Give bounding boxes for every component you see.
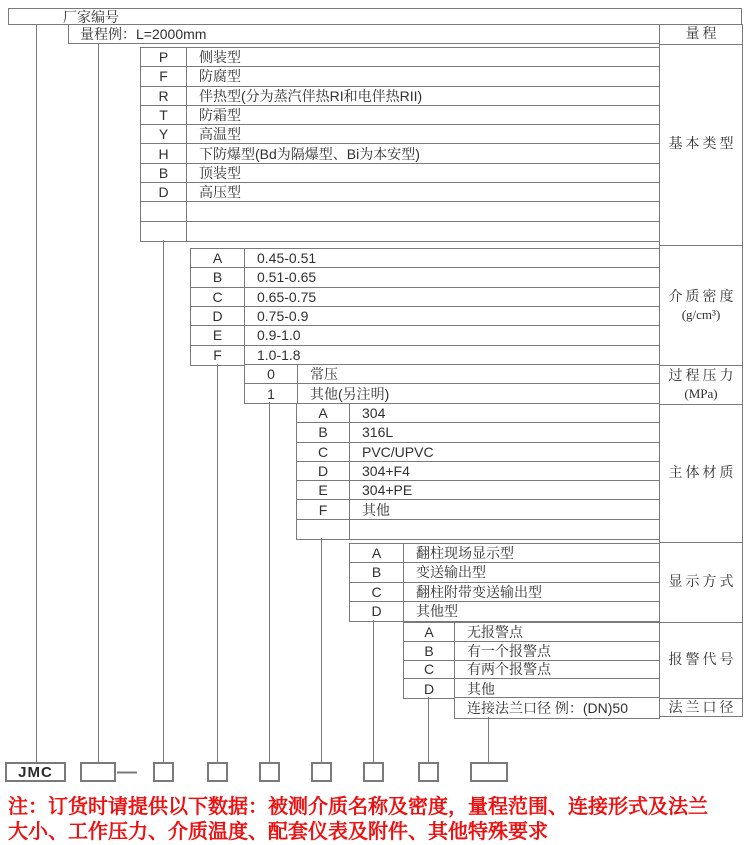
description-cell: 防腐型 bbox=[199, 68, 241, 85]
description-cell: 其他型 bbox=[416, 603, 458, 620]
table-row bbox=[191, 346, 659, 365]
code-box-alarm-code bbox=[418, 762, 439, 782]
code-box-flange-size bbox=[470, 762, 508, 782]
table-row bbox=[141, 183, 659, 202]
description-cell: 连接法兰口径 例：(DN)50 bbox=[467, 700, 629, 716]
table-row bbox=[191, 307, 659, 326]
table-row bbox=[141, 67, 659, 86]
table-row bbox=[404, 679, 659, 698]
side-label-density bbox=[660, 245, 742, 365]
description-cell: 防霜型 bbox=[199, 107, 241, 124]
code-cell: B bbox=[297, 423, 350, 441]
table-row bbox=[141, 125, 659, 144]
code-cell: 1 bbox=[245, 384, 298, 403]
description-cell: 304 bbox=[362, 405, 386, 422]
description-cell: 侧装型 bbox=[199, 49, 241, 66]
code-cell: D bbox=[141, 183, 187, 201]
code-box-model-prefix: JMC bbox=[5, 762, 66, 782]
code-cell: D bbox=[297, 462, 350, 480]
connector-line bbox=[321, 538, 322, 762]
code-box-body-material bbox=[311, 762, 332, 782]
side-label-text: 介质密度 bbox=[668, 289, 737, 305]
table-row bbox=[350, 583, 659, 602]
code-box-display-mode bbox=[363, 762, 384, 782]
side-label-text: 量程 bbox=[685, 26, 720, 42]
code-cell: A bbox=[350, 544, 404, 562]
code-cell bbox=[141, 202, 187, 220]
code-cell: B bbox=[404, 642, 455, 660]
table-row bbox=[191, 268, 659, 287]
description-cell: 0.9-1.0 bbox=[257, 327, 301, 344]
table-row bbox=[350, 563, 659, 582]
table-row bbox=[404, 642, 659, 661]
table-row bbox=[141, 87, 659, 106]
side-label-text: (MPa) bbox=[684, 386, 718, 401]
table-row bbox=[141, 222, 659, 241]
selection-table-basic-type bbox=[140, 47, 660, 242]
code-cell: E bbox=[297, 481, 350, 499]
code-cell: F bbox=[191, 346, 245, 365]
description-cell: 0.65-0.75 bbox=[257, 288, 317, 305]
table-row bbox=[297, 520, 659, 539]
table-row bbox=[297, 500, 659, 519]
manufacturer-code-label: 厂家编号 bbox=[63, 8, 119, 25]
table-row bbox=[297, 423, 659, 442]
code-cell bbox=[297, 520, 350, 539]
description-cell bbox=[187, 202, 659, 220]
description-cell: 304+F4 bbox=[362, 463, 410, 480]
code-cell: P bbox=[141, 48, 187, 66]
side-label-basic bbox=[660, 44, 742, 245]
code-cell: B bbox=[141, 164, 187, 182]
side-label-text: 基本类型 bbox=[668, 137, 737, 152]
side-label-text: 法兰口径 bbox=[668, 700, 737, 716]
code-cell: Y bbox=[141, 125, 187, 143]
order-note-line-1: 注：订货时请提供以下数据：被测介质名称及密度，量程范围、连接形式及法兰 bbox=[8, 796, 708, 818]
connector-line bbox=[36, 25, 37, 762]
description-cell: 翻柱现场显示型 bbox=[416, 545, 514, 562]
code-cell: F bbox=[297, 500, 350, 518]
table-row bbox=[297, 462, 659, 481]
selection-table-flange-size bbox=[454, 697, 660, 719]
table-row bbox=[141, 106, 659, 125]
description-cell: 0.75-0.9 bbox=[257, 308, 309, 325]
table-row bbox=[191, 326, 659, 345]
code-cell: C bbox=[191, 288, 245, 306]
code-cell: D bbox=[191, 307, 245, 325]
code-box-process-pressure bbox=[259, 762, 280, 782]
code-cell: 0 bbox=[245, 365, 298, 383]
side-label-range bbox=[660, 25, 742, 44]
selection-table-medium-density bbox=[190, 248, 660, 366]
table-row bbox=[297, 481, 659, 500]
description-cell: 其他(另注明) bbox=[310, 385, 390, 402]
connector-line bbox=[428, 697, 429, 762]
description-cell: 0.45-0.51 bbox=[257, 250, 317, 267]
description-cell: 有一个报警点 bbox=[467, 642, 551, 659]
table-row bbox=[404, 661, 659, 680]
description-cell: 伴热型(分为蒸汽伴热RI和电伴热RII) bbox=[199, 87, 423, 104]
description-cell: 高温型 bbox=[199, 126, 241, 143]
side-label-text: 过程压力 bbox=[668, 369, 737, 384]
side-label-text: 报警代号 bbox=[668, 652, 737, 668]
table-row bbox=[350, 544, 659, 563]
table-row bbox=[191, 249, 659, 268]
table-row bbox=[297, 404, 659, 423]
side-label-text: 主体材质 bbox=[668, 465, 737, 481]
description-cell: 无报警点 bbox=[467, 623, 523, 640]
code-box-basic-type bbox=[153, 762, 174, 782]
description-cell: 下防爆型(Bd为隔爆型、Bi为本安型) bbox=[199, 145, 420, 162]
selection-table-body-material bbox=[296, 403, 660, 540]
selection-table-process-pressure bbox=[244, 364, 660, 404]
code-box-medium-density bbox=[207, 762, 228, 782]
side-label-pressure bbox=[660, 365, 742, 404]
description-cell: 常压 bbox=[310, 366, 338, 382]
connector-line bbox=[373, 620, 374, 762]
code-cell: R bbox=[141, 87, 187, 105]
code-cell: D bbox=[350, 602, 404, 621]
order-note bbox=[8, 795, 748, 845]
code-cell: A bbox=[404, 623, 455, 641]
code-separator-dash: — bbox=[117, 760, 137, 783]
description-cell: 顶装型 bbox=[199, 164, 241, 181]
table-row bbox=[404, 623, 659, 642]
side-label-flange bbox=[660, 698, 742, 718]
description-cell bbox=[350, 520, 659, 539]
code-cell: A bbox=[191, 249, 245, 267]
description-cell: 变送输出型 bbox=[416, 564, 486, 581]
code-cell: H bbox=[141, 144, 187, 162]
description-cell: PVC/UPVC bbox=[362, 443, 434, 460]
table-row bbox=[141, 48, 659, 67]
table-row bbox=[141, 144, 659, 163]
order-note-line-2: 大小、工作压力、介质温度、配套仪表及附件、其他特殊要求 bbox=[8, 821, 548, 843]
code-cell: C bbox=[350, 583, 404, 601]
code-cell: E bbox=[191, 326, 245, 344]
description-cell: 翻柱附带变送输出型 bbox=[416, 583, 542, 600]
description-cell: 0.51-0.65 bbox=[257, 269, 317, 286]
side-label-display bbox=[660, 542, 742, 622]
description-cell: 316L bbox=[362, 424, 394, 441]
description-cell bbox=[187, 222, 659, 241]
code-box-range bbox=[80, 762, 116, 782]
connector-line bbox=[488, 717, 489, 762]
range-example-label: 量程例：L=2000mm bbox=[80, 26, 207, 42]
description-cell: 高压型 bbox=[199, 184, 241, 201]
connector-line bbox=[269, 402, 270, 762]
connector-line bbox=[98, 43, 99, 762]
range-example-row bbox=[68, 24, 660, 44]
connector-line bbox=[163, 240, 164, 762]
code-cell: T bbox=[141, 106, 187, 124]
table-row bbox=[455, 698, 659, 718]
description-cell: 其他 bbox=[467, 680, 495, 697]
table-row bbox=[350, 602, 659, 621]
description-cell: 有两个报警点 bbox=[467, 661, 551, 678]
manufacturer-code-row bbox=[8, 8, 742, 25]
table-row bbox=[297, 443, 659, 462]
side-label-text: (g/cm³) bbox=[681, 306, 721, 322]
description-cell: 1.0-1.8 bbox=[257, 347, 301, 364]
description-cell: 304+PE bbox=[362, 482, 413, 499]
code-cell: D bbox=[404, 679, 455, 698]
code-cell: C bbox=[297, 443, 350, 461]
connector-line bbox=[217, 364, 218, 762]
code-cell: F bbox=[141, 67, 187, 85]
side-label-alarm bbox=[660, 622, 742, 698]
description-cell: 其他 bbox=[362, 501, 390, 518]
table-row bbox=[245, 384, 659, 403]
code-cell: C bbox=[404, 661, 455, 679]
table-row bbox=[141, 164, 659, 183]
category-label-column bbox=[659, 24, 743, 717]
selection-table-display-mode bbox=[349, 543, 660, 622]
code-cell: B bbox=[350, 563, 404, 581]
code-cell bbox=[141, 222, 187, 241]
table-row bbox=[141, 202, 659, 221]
selection-table-alarm-code bbox=[403, 622, 660, 699]
table-row bbox=[245, 365, 659, 384]
side-label-text: 显示方式 bbox=[668, 574, 737, 590]
code-cell: B bbox=[191, 268, 245, 286]
table-row bbox=[191, 288, 659, 307]
code-cell: A bbox=[297, 404, 350, 422]
side-label-material bbox=[660, 404, 742, 542]
